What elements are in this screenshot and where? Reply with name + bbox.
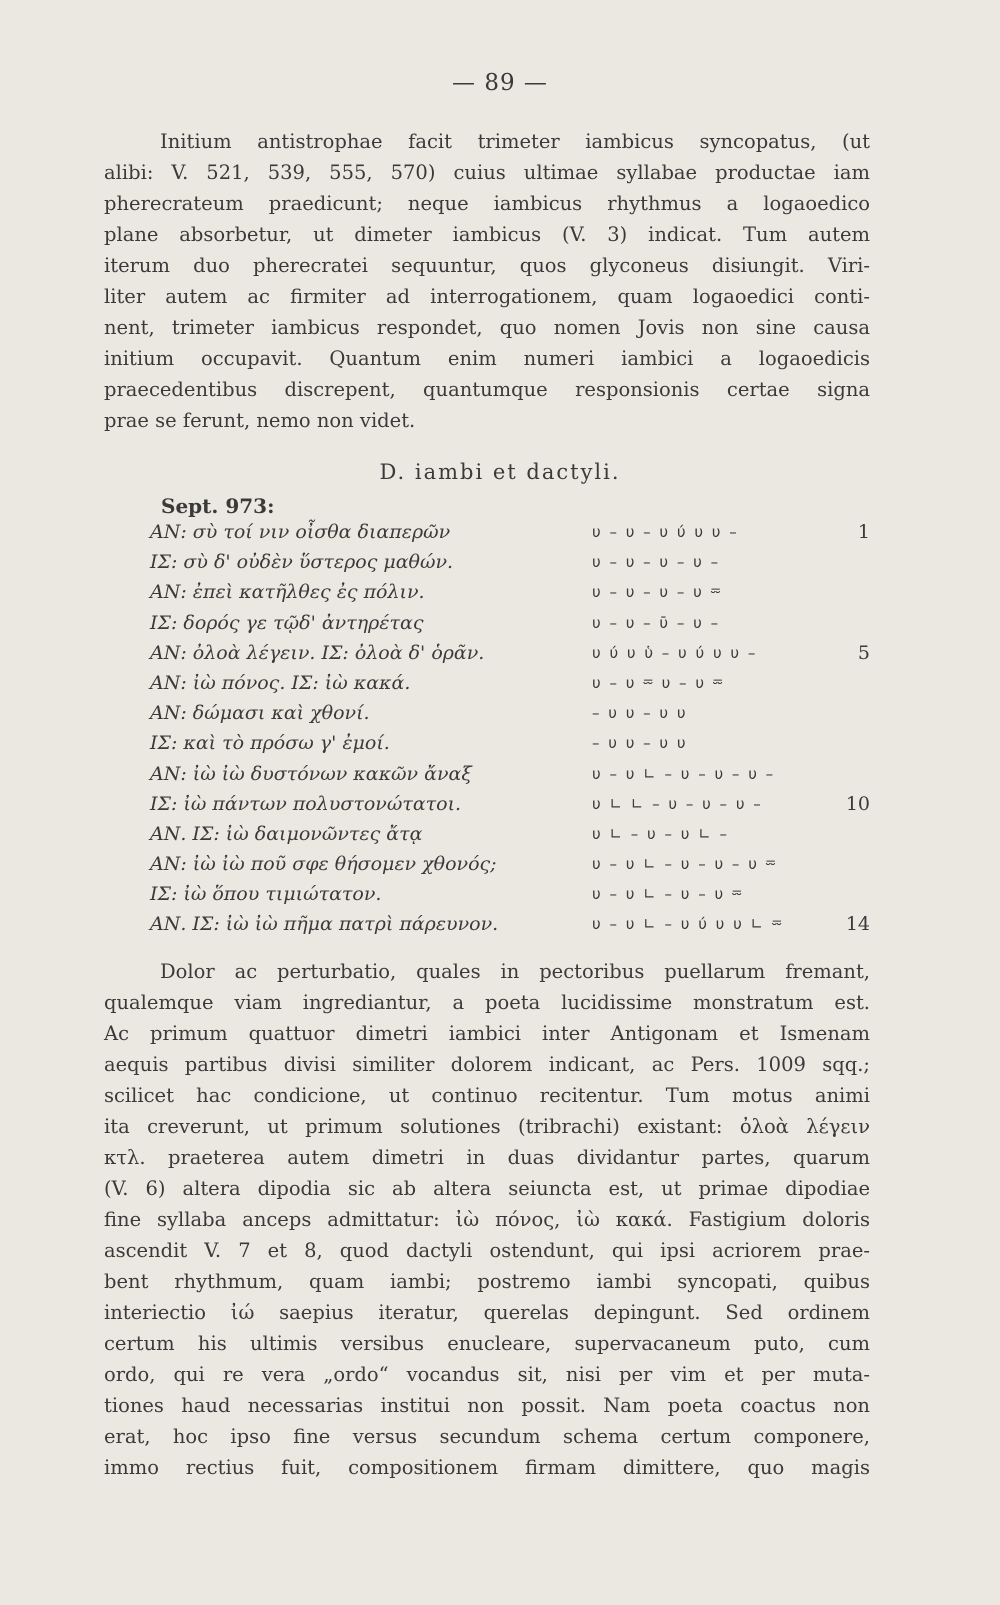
paragraph-2-line: immo rectius fuit, compositionem firmam dimittere, quo magis xyxy=(104,1456,870,1479)
paragraph-1-line: nent, trimeter iambicus respondet, quo nomen Jovis non sine causa xyxy=(104,316,870,339)
verse-meter: υ – υ – ῡ – υ – xyxy=(592,613,721,632)
verse-text: ΑΝ. ΙΣ: ἰὼ ἰὼ πῆμα πατρὶ πάρευνον. xyxy=(150,913,499,936)
paragraph-1-line: Initium antistrophae facit trimeter iambicus syncopatus, (ut xyxy=(160,130,870,153)
verse-number: 14 xyxy=(845,913,870,936)
paragraph-2-line: Dolor ac perturbatio, quales in pectoribus puellarum fremant, xyxy=(160,960,870,983)
paragraph-2-line: Ac primum quattuor dimetri iambici inter Antigonam et Ismenam xyxy=(104,1022,870,1045)
verse-row xyxy=(150,793,870,823)
paragraph-1-line: prae se ferunt, nemo non videt. xyxy=(104,409,416,432)
paragraph-2-line: (V. 6) altera dipodia sic ab altera seiuncta est, ut primae dipodiae xyxy=(104,1177,870,1200)
section-heading: D. iambi et dactyli. xyxy=(379,460,621,484)
paragraph-1-line: liter autem ac firmiter ad interrogationem, quam logaoedici conti- xyxy=(104,285,870,308)
paragraph-1-line: plane absorbetur, ut dimeter iambicus (V. 3) indicat. Tum autem xyxy=(104,223,870,246)
paragraph-2-line: erat, hoc ipso fine versus secundum schema certum componere, xyxy=(104,1425,870,1448)
paragraph-2-line: ordo, qui re vera „ordo“ vocandus sit, nisi per vim et per muta- xyxy=(104,1363,870,1386)
verse-meter: – υ υ – υ υ xyxy=(592,704,688,723)
verse-row xyxy=(150,551,870,581)
source-reference: Sept. 973: xyxy=(161,494,275,518)
page-number: — 89 — xyxy=(452,70,548,96)
paragraph-1-line: praecedentibus discrepent, quantumque responsionis certae signa xyxy=(104,378,870,401)
verse-row xyxy=(150,732,870,762)
verse-row xyxy=(150,612,870,642)
verse-meter: υ ∟ ∟ – υ – υ – υ – xyxy=(592,794,763,813)
verse-meter: – υ υ – υ υ xyxy=(592,734,688,753)
verse-row xyxy=(150,853,870,883)
verse-text: ΙΣ: ἰὼ ὅπου τιμιώτατον. xyxy=(150,883,382,906)
paragraph-1-line: pherecrateum praedicunt; neque iambicus rhythmus a logaoedico xyxy=(104,192,870,215)
verse-row xyxy=(150,883,870,913)
verse-text: ΙΣ: ἰὼ πάντων πολυστονώτατοι. xyxy=(150,792,462,815)
paragraph-2-line: tiones haud necessarias institui non possit. Nam poeta coactus non xyxy=(104,1394,870,1417)
verse-meter: υ – υ ∟ – υ – υ ⏔ xyxy=(592,885,744,904)
paragraph-2 xyxy=(104,956,870,1483)
verse-row xyxy=(150,672,870,702)
verse-text: ΑΝ: δώμασι καὶ χθονί. xyxy=(150,702,370,725)
verse-text: ΑΝ: σὺ τοί νιν οἶσθα διαπερῶν xyxy=(150,521,451,543)
verse-row xyxy=(150,521,870,551)
paragraph-1-line: alibi: V. 521, 539, 555, 570) cuius ultimae syllabae productae iam xyxy=(104,161,870,184)
verse-text: ΙΣ: καὶ τὸ πρόσω γ' ἐμοί. xyxy=(150,732,390,755)
verse-text: ΑΝ: ἐπεὶ κατῆλθες ἐς πόλιν. xyxy=(150,581,425,604)
verse-text: ΙΣ: σὺ δ' οὐδὲν ὕστερος μαθών. xyxy=(150,551,454,574)
verse-row xyxy=(150,823,870,853)
verse-list xyxy=(150,521,870,944)
verse-meter: υ – υ ⏔ υ – υ ⏔ xyxy=(592,673,725,692)
paragraph-1 xyxy=(104,126,870,436)
paragraph-2-line: scilicet hac condicione, ut continuo recitentur. Tum motus animi xyxy=(104,1084,870,1107)
paragraph-2-line: bent rhythmum, quam iambi; postremo iambi syncopati, quibus xyxy=(104,1270,870,1293)
paragraph-1-line: iterum duo pherecratei sequuntur, quos glyconeus disiungit. Viri- xyxy=(104,254,870,277)
paragraph-2-line: aequis partibus divisi similiter dolorem indicant, ac Pers. 1009 sqq.; xyxy=(104,1053,870,1076)
paragraph-2-line: fine syllaba anceps admittatur: ἰὼ πόνος, ἰὼ κακά. Fastigium doloris xyxy=(104,1208,870,1231)
verse-row xyxy=(150,702,870,732)
verse-row xyxy=(150,642,870,672)
verse-row xyxy=(150,913,870,943)
verse-meter: υ ∟ – υ – υ ∟ – xyxy=(592,824,730,843)
verse-text: ΑΝ: ἰὼ ἰὼ ποῦ σφε θήσομεν χθονός; xyxy=(150,853,497,876)
verse-text: ΙΣ: δορός γε τῷδ' ἀντηρέτας xyxy=(150,611,424,634)
verse-text: ΑΝ: ἰὼ πόνος. ΙΣ: ἰὼ κακά. xyxy=(150,671,411,694)
verse-meter: υ – υ ∟ – υ – υ – υ – xyxy=(592,764,776,783)
paragraph-1-line: initium occupavit. Quantum enim numeri iambici a logaoedicis xyxy=(104,347,870,370)
paragraph-2-line: qualemque viam ingrediantur, a poeta lucidissime monstratum est. xyxy=(104,991,870,1014)
verse-text: ΑΝ: ὀλοὰ λέγειν. ΙΣ: ὀλοὰ δ' ὁρᾶν. xyxy=(150,641,485,664)
verse-row xyxy=(150,581,870,611)
verse-number: 5 xyxy=(857,641,870,664)
verse-meter: υ – υ – υ ύ υ υ – xyxy=(592,523,739,541)
verse-text: ΑΝ. ΙΣ: ἰὼ δαιμονῶντες ἄτᾳ xyxy=(150,822,423,845)
paragraph-2-line: ita creverunt, ut primum solutiones (tribrachi) existant: ὀλοὰ λέγειν xyxy=(104,1115,870,1138)
paragraph-2-line: κτλ. praeterea autem dimetri in duas dividantur partes, quarum xyxy=(104,1146,870,1169)
verse-number: 10 xyxy=(845,792,870,815)
verse-text: ΑΝ: ἰὼ ἰὼ δυστόνων κακῶν ἄναξ xyxy=(150,762,472,785)
paragraph-2-line: interiectio ἰώ saepius iteratur, querelas depingunt. Sed ordinem xyxy=(104,1301,870,1324)
verse-meter: υ – υ – υ – υ – xyxy=(592,553,721,572)
verse-meter: υ ύ υ ὑ – υ ύ υ υ – xyxy=(592,643,758,662)
verse-meter: υ – υ ∟ – υ – υ – υ ⏔ xyxy=(592,855,778,874)
paragraph-2-line: ascendit V. 7 et 8, quod dactyli ostendunt, qui ipsi acriorem prae- xyxy=(104,1239,870,1262)
paragraph-2-line: certum his ultimis versibus enucleare, supervacaneum puto, cum xyxy=(104,1332,870,1355)
verse-number: 1 xyxy=(857,521,870,543)
verse-meter: υ – υ ∟ – υ ύ υ υ ∟ ⏔ xyxy=(592,915,784,934)
verse-row xyxy=(150,763,870,793)
verse-meter: υ – υ – υ – υ ⏔ xyxy=(592,583,723,602)
